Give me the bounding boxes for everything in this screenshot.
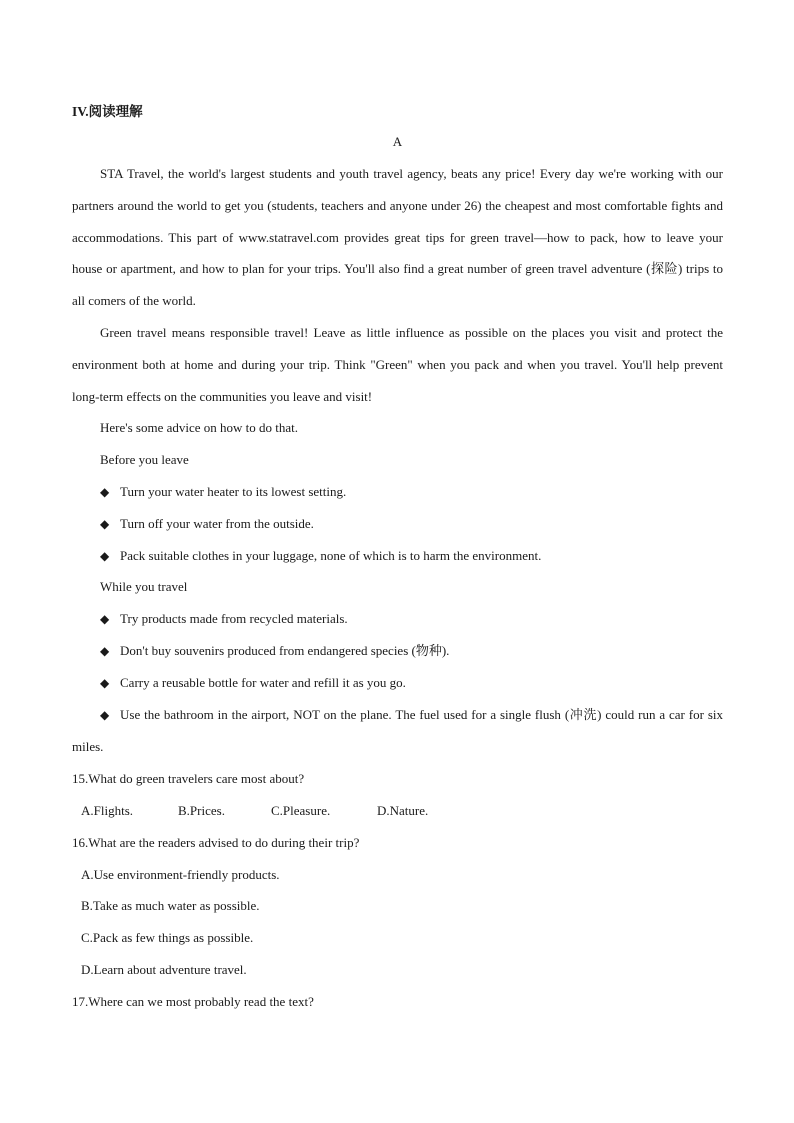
list-item-text: Turn off your water from the outside. (120, 515, 314, 531)
diamond-bullet-icon: ◆ (100, 516, 110, 531)
paragraph-2: Green travel means responsible travel! Leave as little influence as possible on the places you visit and protect the environment both at home and during your trip. Think "Green" when you pack and when you travel. You'll help prevent long-term effects on the communities you leave and visit! (72, 324, 723, 404)
diamond-bullet-icon: ◆ (100, 643, 110, 658)
option-a: A.Use environment-friendly products. (81, 866, 280, 882)
list-item (72, 508, 723, 540)
list-item (72, 603, 723, 635)
passage-label: A (392, 134, 403, 149)
options-row (72, 795, 723, 827)
list-item-text: Pack suitable clothes in your luggage, none of which is to harm the environment. (120, 547, 542, 563)
list-item-text: Carry a reusable bottle for water and refill it as you go. (120, 674, 406, 690)
diamond-bullet-icon: ◆ (100, 612, 110, 627)
option-d: D.Learn about adventure travel. (81, 961, 247, 977)
option-b: B.Take as much water as possible. (81, 898, 260, 914)
while-heading: While you travel (100, 579, 188, 595)
question-16: 16.What are the readers advised to do during their trip? (72, 834, 360, 850)
list-item (72, 667, 723, 699)
question-17: 17.Where can we most probably read the text? (72, 993, 314, 1009)
list-item (72, 635, 723, 667)
diamond-bullet-icon: ◆ (100, 675, 110, 690)
diamond-bullet-icon: ◆ (100, 548, 110, 563)
diamond-bullet-icon: ◆ (100, 707, 110, 722)
list-item (72, 476, 723, 508)
diamond-bullet-icon: ◆ (100, 484, 110, 499)
list-item-text: Turn your water heater to its lowest setting. (120, 483, 347, 499)
option-c: C.Pleasure. (271, 802, 331, 818)
list-item (72, 540, 723, 572)
before-heading: Before you leave (100, 452, 189, 468)
section-heading: IV.阅读理解 (72, 104, 143, 119)
option-b: B.Prices. (178, 802, 225, 818)
option-d: D.Nature. (377, 802, 429, 818)
document-page (72, 98, 723, 1018)
list-item-text: Try products made from recycled materials. (120, 611, 348, 627)
list-item-text: Use the bathroom in the airport, NOT on the plane. The fuel used for a single flush (冲洗) could run a car for six miles. (72, 706, 723, 755)
list-item-text: Don't buy souvenirs produced from endangered species (物种). (120, 642, 450, 658)
advice-intro: Here's some advice on how to do that. (100, 420, 299, 436)
option-c: C.Pack as few things as possible. (81, 930, 254, 946)
question-15: 15.What do green travelers care most about? (72, 771, 305, 787)
list-item-last (72, 699, 723, 764)
paragraph-1: STA Travel, the world's largest students and youth travel agency, beats any price! Every day we're working with our partners around the world to get you (students, teachers and anyone under 26) the cheapest and most comfortable fights and accommodations. This part of www.statravel.com provides great tips for green travel—how to pack, how to leave your house or apartment, and how to plan for your trips. You'll also find a great number of green travel adventure (探险) trips to all comers of the world. (72, 166, 723, 309)
option-a: A.Flights. (81, 802, 134, 818)
